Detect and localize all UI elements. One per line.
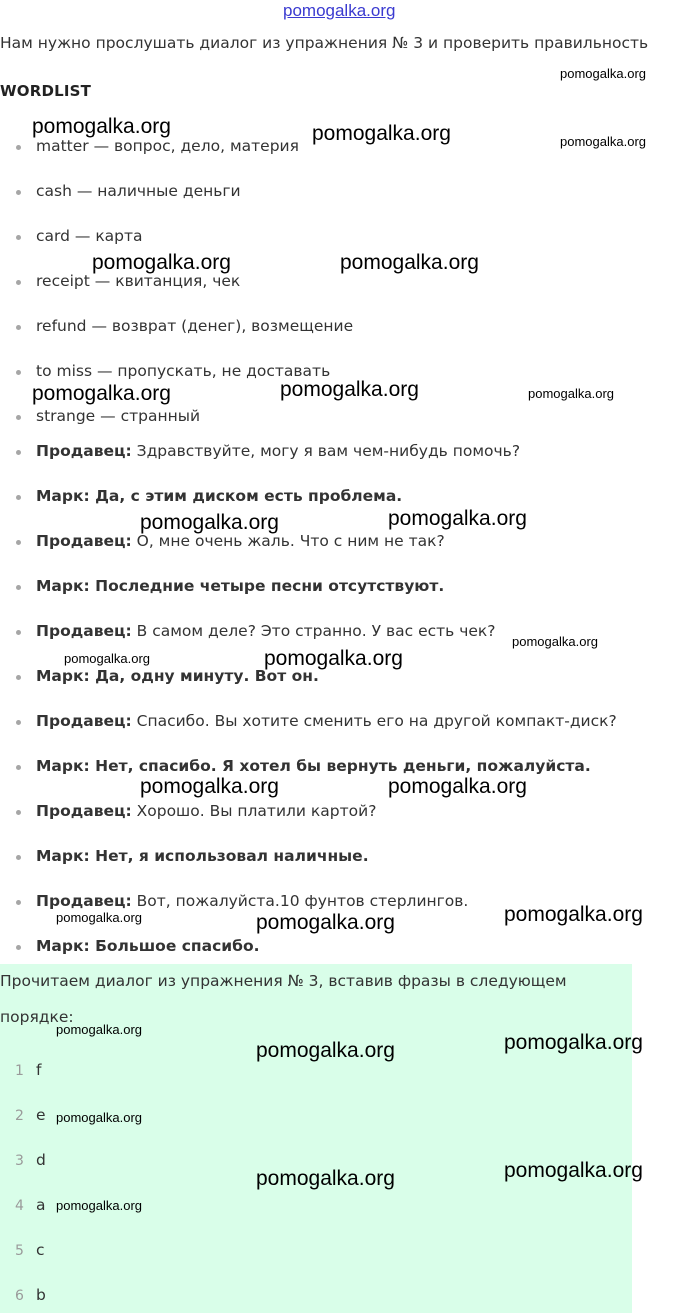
bullet-icon	[16, 415, 21, 420]
speaker-label: Марк:	[36, 847, 90, 865]
speaker-label: Продавец:	[36, 532, 132, 550]
wordlist-item: matter — вопрос, дело, материя	[36, 137, 299, 155]
list-number: 4	[15, 1198, 24, 1214]
intro-text: Нам нужно прослушать диалог из упражнения № 3 и проверить правильность	[0, 34, 649, 52]
dialogue-line: Марк: Нет, спасибо. Я хотел бы вернуть деньги, пожалуйста.	[36, 757, 591, 775]
bullet-icon	[16, 280, 21, 285]
watermark: pomogalka.org	[256, 1167, 395, 1190]
watermark: pomogalka.org	[528, 386, 614, 401]
watermark: pomogalka.org	[32, 382, 171, 405]
list-number: 5	[15, 1243, 24, 1259]
speaker-label: Продавец:	[36, 802, 132, 820]
watermark: pomogalka.org	[56, 1198, 142, 1213]
answer-letter: f	[36, 1061, 42, 1079]
answer-letter: d	[36, 1151, 46, 1169]
bullet-icon	[16, 765, 21, 770]
speaker-label: Продавец:	[36, 712, 132, 730]
watermark: pomogalka.org	[256, 1039, 395, 1062]
speaker-label: Продавец:	[36, 442, 132, 460]
answer-letter: a	[36, 1196, 46, 1214]
watermark: pomogalka.org	[140, 511, 279, 534]
watermark: pomogalka.org	[280, 378, 419, 401]
answer-text: порядке:	[0, 1008, 74, 1026]
bullet-icon	[16, 450, 21, 455]
watermark: pomogalka.org	[504, 1031, 643, 1054]
watermark: pomogalka.org	[32, 115, 171, 138]
dialogue-line: Продавец: Хорошо. Вы платили картой?	[36, 802, 376, 820]
watermark: pomogalka.org	[56, 910, 142, 925]
watermark: pomogalka.org	[560, 66, 646, 81]
bullet-icon	[16, 720, 21, 725]
bullet-icon	[16, 630, 21, 635]
dialogue-line: Марк: Нет, я использовал наличные.	[36, 847, 369, 865]
bullet-icon	[16, 145, 21, 150]
watermark: pomogalka.org	[512, 634, 598, 649]
wordlist-item: refund — возврат (денег), возмещение	[36, 317, 353, 335]
bullet-icon	[16, 585, 21, 590]
bullet-icon	[16, 675, 21, 680]
dialogue-line: Марк: Да, с этим диском есть проблема.	[36, 487, 402, 505]
wordlist-item: card — карта	[36, 227, 143, 245]
watermark: pomogalka.org	[56, 1022, 142, 1037]
speaker-label: Продавец:	[36, 622, 132, 640]
wordlist-item: cash — наличные деньги	[36, 182, 241, 200]
dialogue-line: Марк: Последние четыре песни отсутствуют.	[36, 577, 444, 595]
answer-letter: c	[36, 1241, 45, 1259]
dialogue-line: Продавец: В самом деле? Это странно. У вас есть чек?	[36, 622, 496, 640]
watermark: pomogalka.org	[388, 775, 527, 798]
bullet-icon	[16, 370, 21, 375]
bullet-icon	[16, 235, 21, 240]
list-number: 2	[15, 1108, 24, 1124]
answer-letter: e	[36, 1106, 46, 1124]
speaker-label: Марк:	[36, 667, 90, 685]
watermark: pomogalka.org	[560, 134, 646, 149]
watermark: pomogalka.org	[312, 122, 451, 145]
bullet-icon	[16, 540, 21, 545]
watermark: pomogalka.org	[92, 251, 231, 274]
watermark: pomogalka.org	[340, 251, 479, 274]
speaker-label: Марк:	[36, 487, 90, 505]
wordlist-item: to miss — пропускать, не доставать	[36, 362, 330, 380]
list-number: 3	[15, 1153, 24, 1169]
watermark: pomogalka.org	[140, 775, 279, 798]
bullet-icon	[16, 810, 21, 815]
dialogue-line: Продавец: Спасибо. Вы хотите сменить его на другой компакт-диск?	[36, 712, 617, 730]
watermark: pomogalka.org	[504, 1159, 643, 1182]
bullet-icon	[16, 325, 21, 330]
answer-letter: b	[36, 1286, 46, 1304]
bullet-icon	[16, 855, 21, 860]
bullet-icon	[16, 900, 21, 905]
watermark: pomogalka.org	[256, 911, 395, 934]
speaker-label: Марк:	[36, 937, 90, 955]
dialogue-line: Марк: Да, одну минуту. Вот он.	[36, 667, 319, 685]
bullet-icon	[16, 495, 21, 500]
list-number: 6	[15, 1288, 24, 1304]
speaker-label: Марк:	[36, 577, 90, 595]
watermark: pomogalka.org	[264, 647, 403, 670]
site-logo-link[interactable]: pomogalka.org	[283, 1, 396, 20]
dialogue-line: Продавец: Вот, пожалуйста.10 фунтов стерлингов.	[36, 892, 468, 910]
speaker-label: Продавец:	[36, 892, 132, 910]
answer-text: Прочитаем диалог из упражнения № 3, вставив фразы в следующем	[0, 972, 567, 990]
answer-panel	[0, 964, 632, 1313]
watermark: pomogalka.org	[388, 507, 527, 530]
dialogue-line: Продавец: Здравствуйте, могу я вам чем-нибудь помочь?	[36, 442, 520, 460]
dialogue-line: Продавец: О, мне очень жаль. Что с ним не так?	[36, 532, 445, 550]
watermark: pomogalka.org	[56, 1110, 142, 1125]
wordlist-item: strange — странный	[36, 407, 200, 425]
bullet-icon	[16, 945, 21, 950]
watermark: pomogalka.org	[64, 651, 150, 666]
dialogue-line: Марк: Большое спасибо.	[36, 937, 260, 955]
list-number: 1	[15, 1063, 24, 1079]
wordlist-item: receipt — квитанция, чек	[36, 272, 240, 290]
speaker-label: Марк:	[36, 757, 90, 775]
wordlist-heading: WORDLIST	[0, 82, 92, 100]
watermark: pomogalka.org	[504, 903, 643, 926]
bullet-icon	[16, 190, 21, 195]
